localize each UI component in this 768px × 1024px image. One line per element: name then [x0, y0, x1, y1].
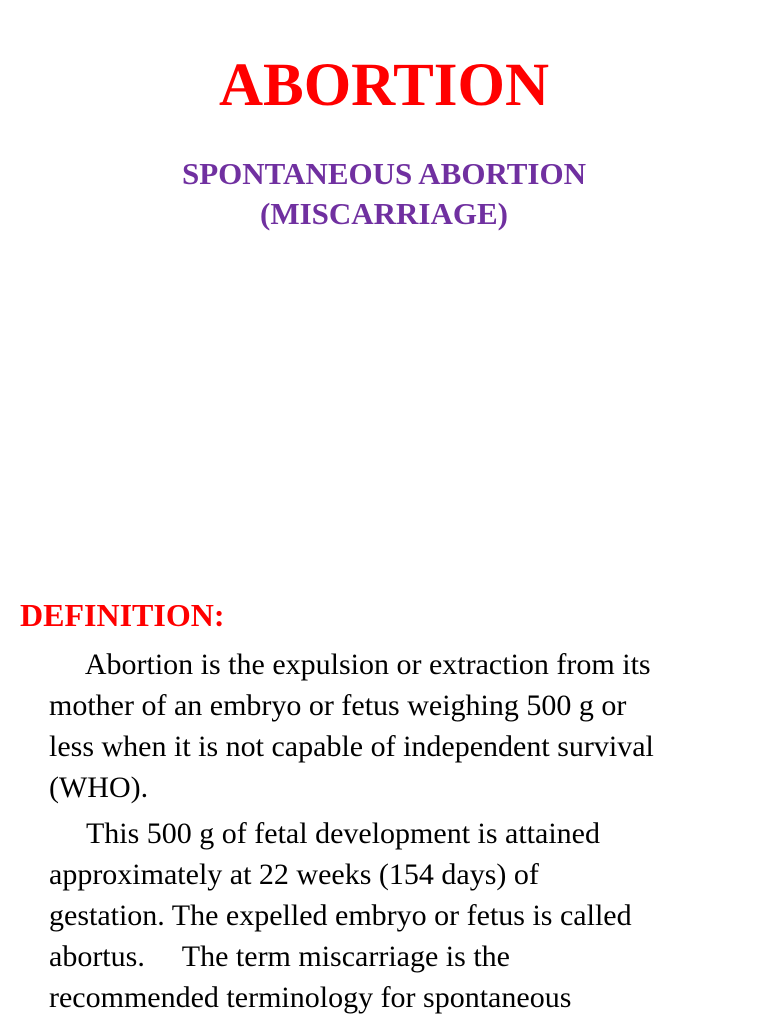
paragraph-2-line: recommended terminology for spontaneous — [49, 981, 572, 1014]
paragraph-1-line: less when it is not capable of independent survival — [49, 730, 654, 763]
paragraph-1-line: Abortion is the expulsion or extraction from its — [49, 648, 651, 681]
paragraph-1-line: (WHO). — [49, 771, 149, 804]
page-title: ABORTION — [218, 52, 550, 119]
paragraph-2-line: gestation. The expelled embryo or fetus is called — [49, 899, 632, 932]
paragraph-1 — [49, 644, 754, 808]
subtitle — [0, 154, 768, 234]
subtitle-line-1: SPONTANEOUS ABORTION — [182, 156, 586, 191]
definition-heading: DEFINITION: — [20, 597, 225, 633]
paragraph-1-line: mother of an embryo or fetus weighing 500 g or — [49, 689, 627, 722]
paragraph-2-line: This 500 g of fetal development is attained — [49, 817, 600, 850]
paragraph-2-line: abortus. The term miscarriage is the — [49, 940, 510, 973]
paragraph-2 — [49, 813, 754, 1018]
definition-body — [49, 644, 754, 1018]
paragraph-2-line: approximately at 22 weeks (154 days) of — [49, 858, 539, 891]
subtitle-line-2: (MISCARRIAGE) — [260, 196, 508, 231]
